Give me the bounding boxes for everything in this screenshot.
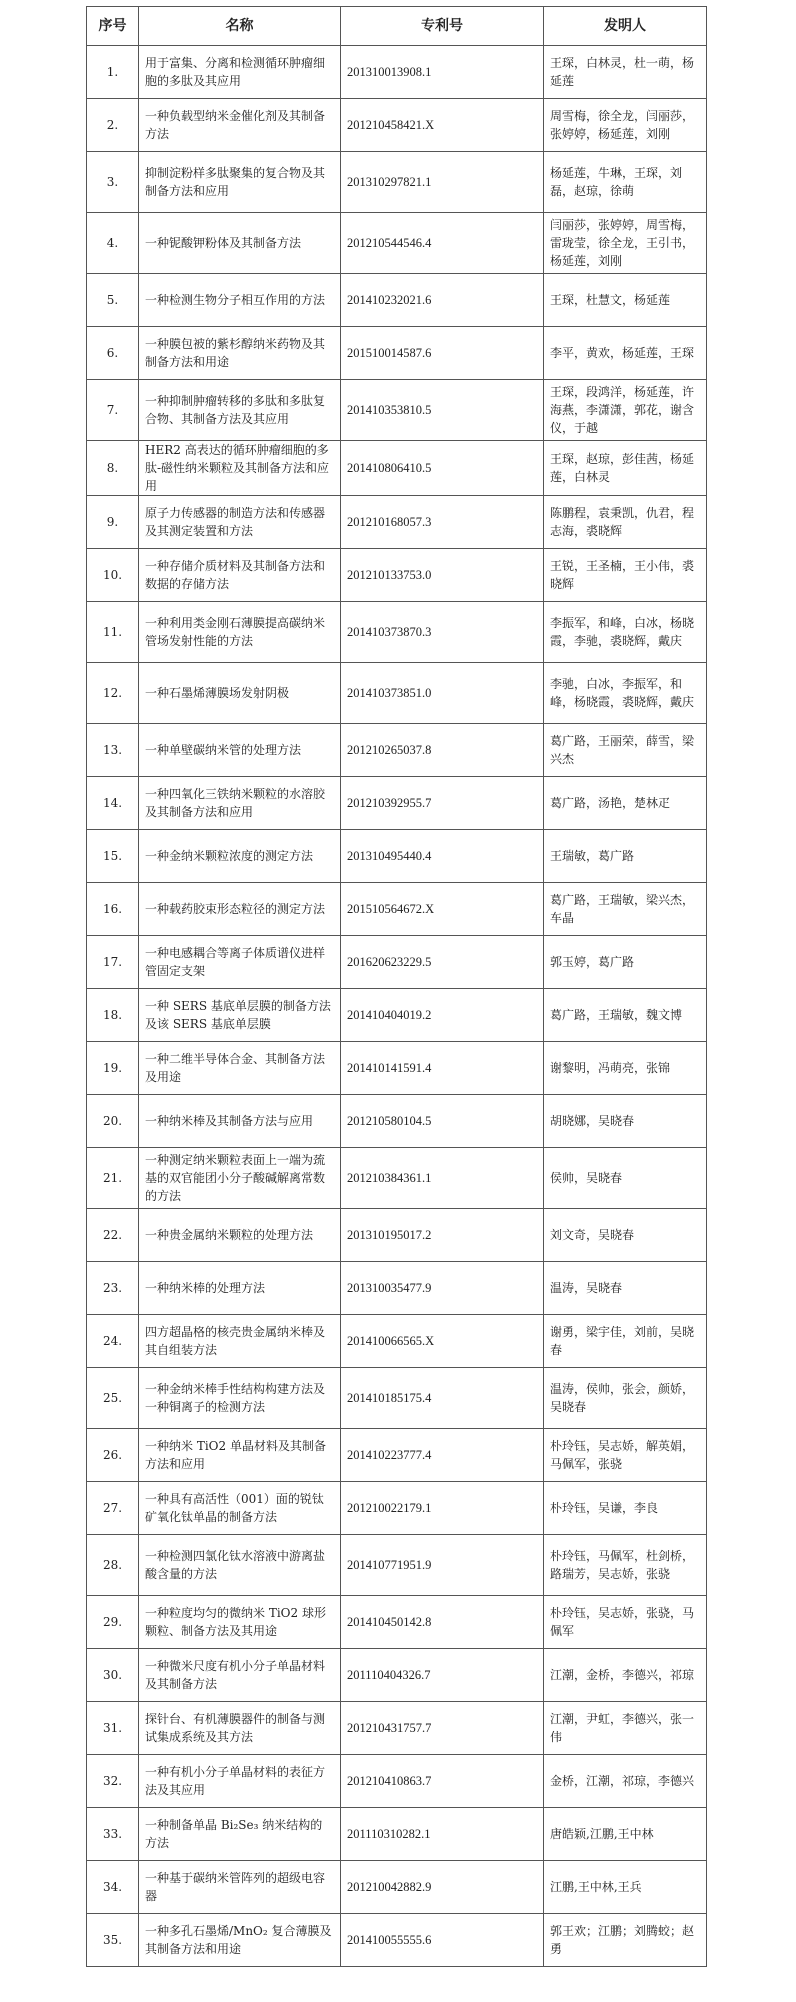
table-row xyxy=(87,152,707,213)
patent-name: 一种利用类金刚石薄膜提高碳纳米管场发射性能的方法 xyxy=(139,602,341,663)
row-number: 26. xyxy=(87,1429,139,1482)
patent-name: 一种微米尺度有机小分子单晶材料及其制备方法 xyxy=(139,1649,341,1702)
table-row xyxy=(87,1209,707,1262)
table-row xyxy=(87,213,707,274)
row-number: 34. xyxy=(87,1861,139,1914)
table-row xyxy=(87,1755,707,1808)
row-number: 5. xyxy=(87,274,139,327)
row-number: 1. xyxy=(87,46,139,99)
row-number: 3. xyxy=(87,152,139,213)
inventors: 江鹏,王中林,王兵 xyxy=(544,1861,707,1914)
inventors: 温涛，吴晓春 xyxy=(544,1262,707,1315)
inventors: 朴玲钰，吴谦，李良 xyxy=(544,1482,707,1535)
patent-number: 201410232021.6 xyxy=(341,274,544,327)
inventors: 周雪梅，徐全龙，闫丽莎，张婷婷，杨延莲，刘刚 xyxy=(544,99,707,152)
patent-name: 一种四氧化三铁纳米颗粒的水溶胶及其制备方法和应用 xyxy=(139,777,341,830)
row-number: 18. xyxy=(87,989,139,1042)
inventors: 陈鹏程，袁秉凯，仇君，程志海，裘晓辉 xyxy=(544,496,707,549)
row-number: 27. xyxy=(87,1482,139,1535)
table-row xyxy=(87,989,707,1042)
patent-number: 201310297821.1 xyxy=(341,152,544,213)
table-row xyxy=(87,327,707,380)
inventors: 刘文奇，吴晓春 xyxy=(544,1209,707,1262)
patent-name: 一种测定纳米颗粒表面上一端为巯基的双官能团小分子酸碱解离常数的方法 xyxy=(139,1148,341,1209)
table-row xyxy=(87,777,707,830)
table-row xyxy=(87,883,707,936)
inventors: 李振军，和峰，白冰，杨晓霞，李驰，裘晓辉，戴庆 xyxy=(544,602,707,663)
patent-name: 一种检测生物分子相互作用的方法 xyxy=(139,274,341,327)
row-number: 10. xyxy=(87,549,139,602)
patent-name: 一种金纳米棒手性结构构建方法及一种铜离子的检测方法 xyxy=(139,1368,341,1429)
patent-number: 201210042882.9 xyxy=(341,1861,544,1914)
table-row xyxy=(87,663,707,724)
patent-number: 201310035477.9 xyxy=(341,1262,544,1315)
table-row xyxy=(87,1148,707,1209)
inventors: 温涛，侯帅，张会，颜娇，吴晓春 xyxy=(544,1368,707,1429)
table-row xyxy=(87,99,707,152)
patent-name: 一种具有高活性（001）面的锐钛矿氧化钛单晶的制备方法 xyxy=(139,1482,341,1535)
patent-number: 201410373851.0 xyxy=(341,663,544,724)
inventors: 郭王欢；江鹏；刘腾蛟；赵勇 xyxy=(544,1914,707,1967)
table-row xyxy=(87,1095,707,1148)
table-row xyxy=(87,1368,707,1429)
patent-name: 一种抑制肿瘤转移的多肽和多肽复合物、其制备方法及其应用 xyxy=(139,380,341,441)
row-number: 8. xyxy=(87,441,139,496)
patent-name: 一种粒度均匀的微纳米 TiO2 球形颗粒、制备方法及其用途 xyxy=(139,1596,341,1649)
table-row xyxy=(87,1861,707,1914)
inventors: 郭玉婷，葛广路 xyxy=(544,936,707,989)
table-row xyxy=(87,830,707,883)
inventors: 李平，黄欢，杨延莲，王琛 xyxy=(544,327,707,380)
row-number: 35. xyxy=(87,1914,139,1967)
table-row xyxy=(87,602,707,663)
patent-number: 201210410863.7 xyxy=(341,1755,544,1808)
patent-name: 一种金纳米颗粒浓度的测定方法 xyxy=(139,830,341,883)
patent-number: 201410055555.6 xyxy=(341,1914,544,1967)
row-number: 7. xyxy=(87,380,139,441)
inventors: 江潮，尹虹，李德兴，张一伟 xyxy=(544,1702,707,1755)
table-row xyxy=(87,1429,707,1482)
row-number: 16. xyxy=(87,883,139,936)
patent-name: 一种基于碳纳米管阵列的超级电容器 xyxy=(139,1861,341,1914)
table-body xyxy=(87,46,707,1967)
patent-number: 201510014587.6 xyxy=(341,327,544,380)
inventors: 朴玲钰，吴志娇，解英娟，马佩军，张骁 xyxy=(544,1429,707,1482)
row-number: 2. xyxy=(87,99,139,152)
table-row xyxy=(87,936,707,989)
inventors: 胡晓娜，吴晓春 xyxy=(544,1095,707,1148)
inventors: 朴玲钰，吴志娇，张骁，马佩军 xyxy=(544,1596,707,1649)
patent-name: 一种贵金属纳米颗粒的处理方法 xyxy=(139,1209,341,1262)
patent-number: 201410373870.3 xyxy=(341,602,544,663)
patent-number: 201410141591.4 xyxy=(341,1042,544,1095)
patent-name: 一种二维半导体合金、其制备方法及用途 xyxy=(139,1042,341,1095)
row-number: 30. xyxy=(87,1649,139,1702)
patent-name: 一种有机小分子单晶材料的表征方法及其应用 xyxy=(139,1755,341,1808)
table-row xyxy=(87,1042,707,1095)
table-row xyxy=(87,274,707,327)
patent-number: 201410066565.X xyxy=(341,1315,544,1368)
patent-number: 201210458421.X xyxy=(341,99,544,152)
row-number: 23. xyxy=(87,1262,139,1315)
patent-number: 201210133753.0 xyxy=(341,549,544,602)
patent-name: 一种纳米棒的处理方法 xyxy=(139,1262,341,1315)
patent-name: 一种存储介质材料及其制备方法和数据的存储方法 xyxy=(139,549,341,602)
table-row xyxy=(87,724,707,777)
header-patent: 专利号 xyxy=(341,7,544,46)
patent-number: 201410450142.8 xyxy=(341,1596,544,1649)
row-number: 17. xyxy=(87,936,139,989)
inventors: 葛广路，王瑞敏，魏文博 xyxy=(544,989,707,1042)
patent-name: 一种制备单晶 Bi₂Se₃ 纳米结构的方法 xyxy=(139,1808,341,1861)
table-row xyxy=(87,380,707,441)
inventors: 王琛，赵琼，彭佳茜，杨延莲，白林灵 xyxy=(544,441,707,496)
row-number: 33. xyxy=(87,1808,139,1861)
patent-number: 201210022179.1 xyxy=(341,1482,544,1535)
patent-number: 201310013908.1 xyxy=(341,46,544,99)
table-row xyxy=(87,1535,707,1596)
inventors: 谢黎明，冯萌亮，张锦 xyxy=(544,1042,707,1095)
table-row xyxy=(87,1808,707,1861)
table-row xyxy=(87,1262,707,1315)
inventors: 金桥，江潮，祁琼，李德兴 xyxy=(544,1755,707,1808)
inventors: 王锐，王圣楠，王小伟，裘晓辉 xyxy=(544,549,707,602)
patent-name: 探针台、有机薄膜器件的制备与测试集成系统及其方法 xyxy=(139,1702,341,1755)
row-number: 13. xyxy=(87,724,139,777)
patent-number: 201410771951.9 xyxy=(341,1535,544,1596)
patent-name: 一种载药胶束形态粒径的测定方法 xyxy=(139,883,341,936)
patent-number: 201510564672.X xyxy=(341,883,544,936)
patent-number: 201410185175.4 xyxy=(341,1368,544,1429)
inventors: 葛广路，汤艳，楚林疋 xyxy=(544,777,707,830)
inventors: 闫丽莎，张婷婷，周雪梅，雷珑莹，徐全龙，王引书，杨延莲，刘刚 xyxy=(544,213,707,274)
inventors: 葛广路，王丽荣，薛雪，梁兴杰 xyxy=(544,724,707,777)
row-number: 32. xyxy=(87,1755,139,1808)
patent-name: 一种铌酸钾粉体及其制备方法 xyxy=(139,213,341,274)
patent-name: 一种纳米 TiO2 单晶材料及其制备方法和应用 xyxy=(139,1429,341,1482)
table-header-row xyxy=(87,7,707,46)
patent-number: 201210580104.5 xyxy=(341,1095,544,1148)
row-number: 6. xyxy=(87,327,139,380)
patent-name: 用于富集、分离和检测循环肿瘤细胞的多肽及其应用 xyxy=(139,46,341,99)
row-number: 25. xyxy=(87,1368,139,1429)
table-row xyxy=(87,441,707,496)
row-number: 24. xyxy=(87,1315,139,1368)
table-row xyxy=(87,1315,707,1368)
row-number: 29. xyxy=(87,1596,139,1649)
row-number: 9. xyxy=(87,496,139,549)
inventors: 朴玲钰，马佩军，杜剑桥，路瑞芳，吴志娇，张骁 xyxy=(544,1535,707,1596)
patent-number: 201210392955.7 xyxy=(341,777,544,830)
patent-number: 201310195017.2 xyxy=(341,1209,544,1262)
row-number: 12. xyxy=(87,663,139,724)
table-row xyxy=(87,496,707,549)
patent-name: HER2 高表达的循环肿瘤细胞的多肽-磁性纳米颗粒及其制备方法和应用 xyxy=(139,441,341,496)
patent-number: 201410404019.2 xyxy=(341,989,544,1042)
patent-name: 原子力传感器的制造方法和传感器及其测定装置和方法 xyxy=(139,496,341,549)
patent-number: 201210168057.3 xyxy=(341,496,544,549)
inventors: 王琛，白林灵，杜一萌，杨延莲 xyxy=(544,46,707,99)
patent-name: 一种多孔石墨烯/MnO₂ 复合薄膜及其制备方法和用途 xyxy=(139,1914,341,1967)
row-number: 11. xyxy=(87,602,139,663)
inventors: 王琛，段鸿洋，杨延莲，许海燕，李潇潇，郭花，谢含仪，于越 xyxy=(544,380,707,441)
inventors: 葛广路，王瑞敏，梁兴杰，车晶 xyxy=(544,883,707,936)
row-number: 20. xyxy=(87,1095,139,1148)
patent-number: 201410223777.4 xyxy=(341,1429,544,1482)
table-row xyxy=(87,1482,707,1535)
patent-name: 一种 SERS 基底单层膜的制备方法及该 SERS 基底单层膜 xyxy=(139,989,341,1042)
patent-number: 201110404326.7 xyxy=(341,1649,544,1702)
table-row xyxy=(87,1702,707,1755)
row-number: 19. xyxy=(87,1042,139,1095)
patent-table-container xyxy=(86,6,706,1967)
inventors: 唐皓颖,江鹏,王中林 xyxy=(544,1808,707,1861)
row-number: 4. xyxy=(87,213,139,274)
table-row xyxy=(87,1649,707,1702)
patent-name: 一种负载型纳米金催化剂及其制备方法 xyxy=(139,99,341,152)
patent-name: 四方超晶格的核壳贵金属纳米棒及其自组装方法 xyxy=(139,1315,341,1368)
row-number: 31. xyxy=(87,1702,139,1755)
patent-number: 201210265037.8 xyxy=(341,724,544,777)
inventors: 王琛，杜慧文，杨延莲 xyxy=(544,274,707,327)
patent-number: 201310495440.4 xyxy=(341,830,544,883)
patent-number: 201210384361.1 xyxy=(341,1148,544,1209)
patent-name: 一种膜包被的紫杉醇纳米药物及其制备方法和用途 xyxy=(139,327,341,380)
header-inventors: 发明人 xyxy=(544,7,707,46)
patent-name: 一种石墨烯薄膜场发射阴极 xyxy=(139,663,341,724)
inventors: 王瑞敏，葛广路 xyxy=(544,830,707,883)
patent-number: 201210544546.4 xyxy=(341,213,544,274)
row-number: 21. xyxy=(87,1148,139,1209)
inventors: 侯帅，吴晓春 xyxy=(544,1148,707,1209)
patent-number: 201410806410.5 xyxy=(341,441,544,496)
patent-number: 201210431757.7 xyxy=(341,1702,544,1755)
patent-name: 抑制淀粉样多肽聚集的复合物及其制备方法和应用 xyxy=(139,152,341,213)
patent-table xyxy=(86,6,707,1967)
row-number: 22. xyxy=(87,1209,139,1262)
inventors: 江潮，金桥，李德兴，祁琼 xyxy=(544,1649,707,1702)
patent-number: 201620623229.5 xyxy=(341,936,544,989)
patent-name: 一种单壁碳纳米管的处理方法 xyxy=(139,724,341,777)
patent-name: 一种检测四氯化钛水溶液中游离盐酸含量的方法 xyxy=(139,1535,341,1596)
row-number: 28. xyxy=(87,1535,139,1596)
patent-number: 201110310282.1 xyxy=(341,1808,544,1861)
table-row xyxy=(87,46,707,99)
patent-name: 一种纳米棒及其制备方法与应用 xyxy=(139,1095,341,1148)
table-row xyxy=(87,549,707,602)
inventors: 杨延莲，牛琳，王琛，刘磊，赵琼，徐萌 xyxy=(544,152,707,213)
header-no: 序号 xyxy=(87,7,139,46)
patent-name: 一种电感耦合等离子体质谱仪进样管固定支架 xyxy=(139,936,341,989)
inventors: 李驰，白冰，李振军，和峰，杨晓霞，裘晓辉，戴庆 xyxy=(544,663,707,724)
header-name: 名称 xyxy=(139,7,341,46)
patent-number: 201410353810.5 xyxy=(341,380,544,441)
row-number: 14. xyxy=(87,777,139,830)
inventors: 谢勇，梁宇佳，刘前，吴晓春 xyxy=(544,1315,707,1368)
row-number: 15. xyxy=(87,830,139,883)
table-row xyxy=(87,1914,707,1967)
table-row xyxy=(87,1596,707,1649)
